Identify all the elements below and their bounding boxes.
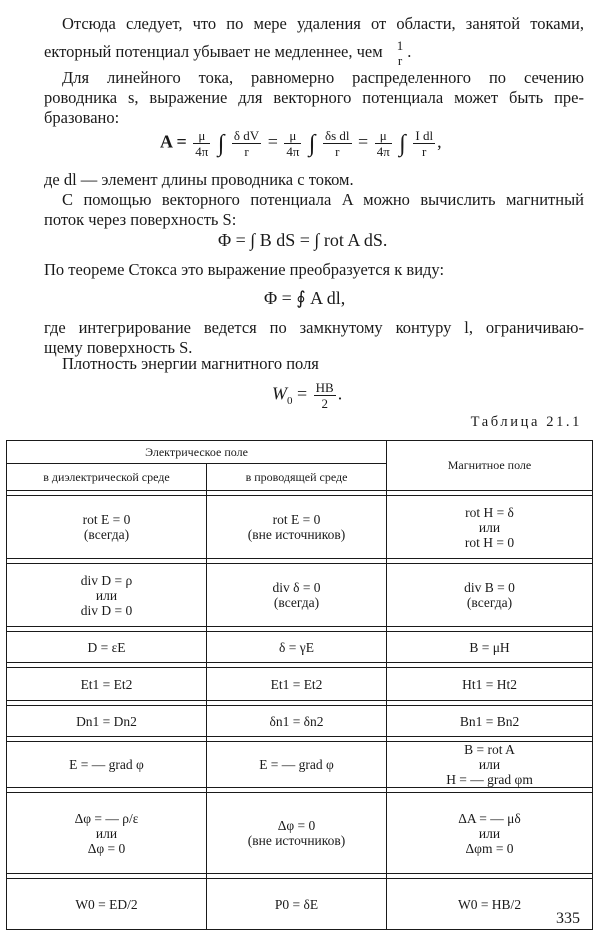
table-row — [7, 668, 593, 701]
table-cell — [387, 706, 593, 737]
cell-line: Δφ = — ρ/ε — [74, 810, 139, 826]
integral-sign: ∫ — [308, 130, 316, 157]
stokes-flux-formula: Φ = ∮ A dl, — [264, 288, 346, 308]
cell-line: div δ = 0 — [272, 580, 321, 595]
table-cell — [7, 793, 207, 874]
text-line-10: где интегрирование ведется по замкнутому контуру l, ограничиваю- — [44, 318, 584, 337]
cell-line: или — [478, 757, 501, 772]
table-row — [7, 632, 593, 663]
table-cell — [207, 668, 387, 701]
text-line-7: С помощью векторного потенциала A можно вычислить магнитный — [62, 190, 584, 209]
cell-line: или — [95, 587, 118, 603]
text-line-8: поток через поверхность S: — [44, 210, 237, 229]
cell-line: W0 = ED/2 — [75, 896, 138, 912]
fraction-denominator: r — [397, 53, 403, 68]
cell-line: Δφm = 0 — [465, 840, 514, 856]
cell-line: W0 = HB/2 — [457, 896, 522, 912]
cell-line: δ = γE — [279, 639, 314, 655]
table-cell — [207, 632, 387, 663]
table-row — [7, 879, 593, 930]
w-subscript: 0 — [287, 395, 293, 408]
table-cell — [387, 668, 593, 701]
mu-over-4pi-1 — [193, 128, 210, 159]
table-row — [7, 706, 593, 737]
fraction-numerator: μ — [289, 128, 297, 143]
fraction-denominator: 4π — [286, 144, 300, 159]
table-row — [7, 564, 593, 627]
cell-line: E = — grad φ — [69, 757, 144, 772]
formula-lhs: A = — [160, 131, 187, 152]
cell-line: (вне источников) — [247, 527, 346, 542]
w-symbol: W — [272, 383, 287, 404]
equals-sign: = — [358, 131, 369, 152]
table-caption: Таблица 21.1 — [470, 414, 582, 430]
cell-line: div B = 0 — [464, 580, 515, 595]
text-line-1: Отсюда следует, что по мере удаления от области, занятой токами, — [62, 14, 584, 33]
cell-line: E = — grad φ — [259, 757, 334, 772]
energy-density-formula — [272, 380, 342, 413]
cell-line: δn1 = δn2 — [269, 713, 324, 729]
fraction-numerator: μ — [198, 128, 206, 143]
table-row — [7, 496, 593, 559]
text-line-2-body: екторный потенциал убывает не медленнее, чем — [44, 41, 383, 61]
cell-line: B = rot A — [464, 742, 515, 757]
cell-line: div D = 0 — [80, 602, 133, 618]
cell-line: Dn1 = Dn2 — [76, 713, 137, 729]
header-conductor: в проводящей среде — [207, 464, 387, 491]
cell-line: (вне источников) — [247, 833, 346, 848]
text-line-11: щему поверхность S. — [44, 338, 193, 357]
cell-line: rot H = δ — [465, 504, 514, 520]
header-electric-field: Электрическое поле — [7, 441, 387, 464]
fraction-numerator: I dl — [415, 128, 434, 143]
cell-line: (всегда) — [466, 595, 513, 610]
cell-line: rot E = 0 — [272, 512, 321, 527]
table-cell — [7, 632, 207, 663]
text-line-2-end: . — [407, 41, 412, 61]
cell-line: или — [95, 825, 118, 841]
i-dl-over-r — [413, 128, 435, 159]
table-cell — [207, 706, 387, 737]
cell-line: Δφ = 0 — [87, 840, 126, 856]
cell-line: Δφ = 0 — [277, 818, 316, 833]
fraction-numerator: δ dV — [233, 128, 260, 143]
integral-sign: ∫ — [217, 130, 225, 157]
table-cell — [207, 496, 387, 559]
cell-line: или — [478, 825, 501, 841]
page-number: 335 — [556, 910, 580, 927]
table-cell — [387, 564, 593, 627]
cell-line: (всегда) — [83, 527, 130, 542]
table-cell — [7, 564, 207, 627]
fraction-denominator: 2 — [314, 395, 336, 411]
cell-line: H = — grad φm — [446, 772, 533, 787]
fraction-numerator: δs dl — [325, 128, 350, 143]
text-line-6: де dl — элемент длины проводника с током. — [44, 170, 354, 189]
table-cell — [7, 879, 207, 930]
fraction-denominator: r — [323, 143, 352, 159]
cell-line: rot H = 0 — [464, 534, 515, 550]
text-line-9: По теореме Стокса это выражение преобразуется к виду: — [44, 260, 445, 279]
delta-dv-over-r — [232, 128, 261, 159]
text-line-2 — [44, 38, 411, 68]
inverse-r-fraction — [395, 38, 406, 68]
header-dielectric: в диэлектрической среде — [7, 464, 207, 491]
fraction-numerator: 1 — [396, 38, 404, 53]
cell-line: div D = ρ — [80, 572, 133, 588]
cell-line: Et1 = Et2 — [270, 676, 323, 692]
table-cell — [387, 496, 593, 559]
table-cell — [387, 632, 593, 663]
table-cell — [207, 564, 387, 627]
mu-over-4pi-3 — [375, 128, 392, 159]
cell-line: rot E = 0 — [82, 512, 131, 527]
table-cell — [387, 742, 593, 788]
cell-line: D = εE — [87, 639, 126, 655]
field-comparison-table — [6, 440, 593, 930]
fraction-denominator: 4π — [195, 144, 209, 159]
table-row — [7, 793, 593, 874]
formula-period: . — [337, 383, 343, 404]
fraction-numerator: HB — [315, 380, 334, 395]
integral-sign: ∫ — [399, 130, 406, 157]
cell-line: P0 = δE — [274, 896, 319, 912]
table-cell — [7, 706, 207, 737]
fraction-numerator: μ — [379, 128, 387, 143]
cell-line: Ht1 = Ht2 — [462, 676, 517, 692]
cell-line: ΔA = — μδ — [458, 810, 521, 826]
table-cell — [7, 668, 207, 701]
text-line-3: Для линейного тока, равномерно распределенного по сечению — [62, 68, 584, 87]
cell-line: или — [478, 519, 501, 535]
text-line-4: роводника s, выражение для векторного потенциала может быть пре- — [44, 88, 584, 107]
hb-over-2 — [314, 380, 336, 411]
cell-line: Et1 = Et2 — [80, 676, 133, 692]
text-line-12: Плотность энергии магнитного поля — [62, 354, 319, 373]
fraction-denominator: r — [232, 143, 261, 159]
table-row — [7, 742, 593, 788]
fraction-denominator: 4π — [376, 144, 390, 159]
table-cell — [207, 793, 387, 874]
header-magnetic-field: Магнитное поле — [387, 441, 593, 491]
fraction-denominator: r — [413, 143, 435, 159]
ds-dl-over-r — [323, 128, 352, 159]
magnetic-flux-formula: Φ = ∫ B dS = ∫ rot A dS. — [218, 230, 388, 250]
cell-line: Bn1 = Bn2 — [459, 713, 520, 729]
table-cell — [7, 496, 207, 559]
table-cell — [387, 793, 593, 874]
text-line-5: бразовано: — [44, 108, 120, 127]
table-cell — [207, 879, 387, 930]
cell-line: B = μH — [469, 639, 510, 655]
vector-potential-formula — [160, 128, 442, 159]
cell-line: (всегда) — [273, 595, 320, 610]
mu-over-4pi-2 — [284, 128, 301, 159]
table-cell — [7, 742, 207, 788]
table-cell — [207, 742, 387, 788]
formula-comma: , — [437, 131, 442, 152]
equals-sign: = — [267, 131, 278, 152]
equals-sign: = — [292, 383, 312, 404]
